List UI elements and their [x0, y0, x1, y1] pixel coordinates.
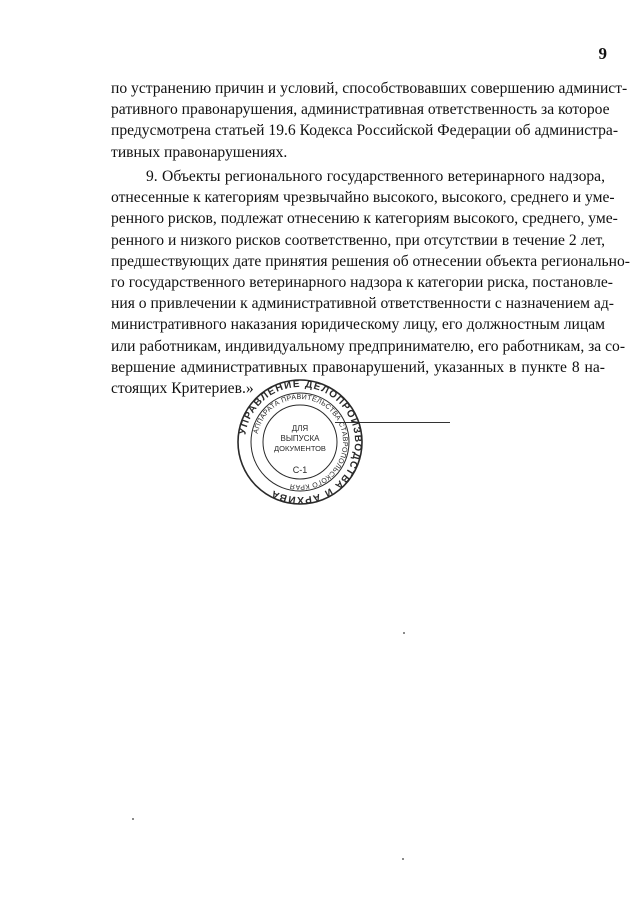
- paragraph-continuation: [111, 78, 628, 163]
- text-line: ния о привлечении к административной ответственности с назначением ад-: [111, 295, 614, 313]
- stamp-center-line1: ДЛЯ: [291, 424, 309, 433]
- text-line: ренного рисков, подлежат отнесению к категориям высокого, среднего, уме-: [111, 210, 618, 228]
- stamp-code: С-1: [292, 465, 308, 475]
- official-stamp: [236, 378, 364, 506]
- text-line: предшествующих дате принятия решения об отнесении объекта регионально-: [111, 252, 630, 270]
- stamp-inner-text: АППАРАТА ПРАВИТЕЛЬСТВА СТАВРОПОЛЬСКОГО КРАЯ: [252, 393, 349, 491]
- scan-speck: [132, 818, 134, 820]
- text-line: ренного и низкого рисков соответственно, при отсутствии в течение 2 лет,: [111, 231, 605, 249]
- text-line: 9. Объекты регионального государственного ветеринарного надзора,: [146, 168, 605, 185]
- scan-speck: [403, 632, 405, 634]
- text-line: тивных правонарушениях.: [111, 143, 288, 161]
- text-line: министративного наказания юридическому лицу, его должностным лицам: [111, 316, 605, 334]
- text-line: отнесенные к категориям чрезвычайно высокого, высокого, среднего и уме-: [111, 189, 615, 207]
- text-line: стоящих Критериев.»: [111, 380, 254, 398]
- page-number: 9: [598, 44, 607, 63]
- paragraph-item-9: [111, 166, 630, 399]
- scan-speck: [402, 858, 404, 860]
- text-line: или работникам, индивидуальному предпринимателю, его работникам, за со-: [111, 337, 626, 355]
- text-line: го государственного ветеринарного надзора к категории риска, постановле-: [111, 274, 613, 292]
- text-line: вершение административных правонарушений, указанных в пункте 8 на-: [111, 358, 605, 376]
- stamp-outer-text: УПРАВЛЕНИЕ ДЕЛОПРОИЗВОДСТВА И АРХИВА: [237, 378, 364, 506]
- text-line: по устранению причин и условий, способствовавших совершению админист-: [111, 80, 628, 97]
- stamp-center-line3: ДОКУМЕНТОВ: [274, 444, 326, 453]
- text-line: предусмотрена статьей 19.6 Кодекса Российской Федерации об администра-: [111, 122, 619, 140]
- stamp-center-line2: ВЫПУСКА: [280, 434, 320, 443]
- text-line: ративного правонарушения, административная ответственность за которое: [111, 101, 610, 119]
